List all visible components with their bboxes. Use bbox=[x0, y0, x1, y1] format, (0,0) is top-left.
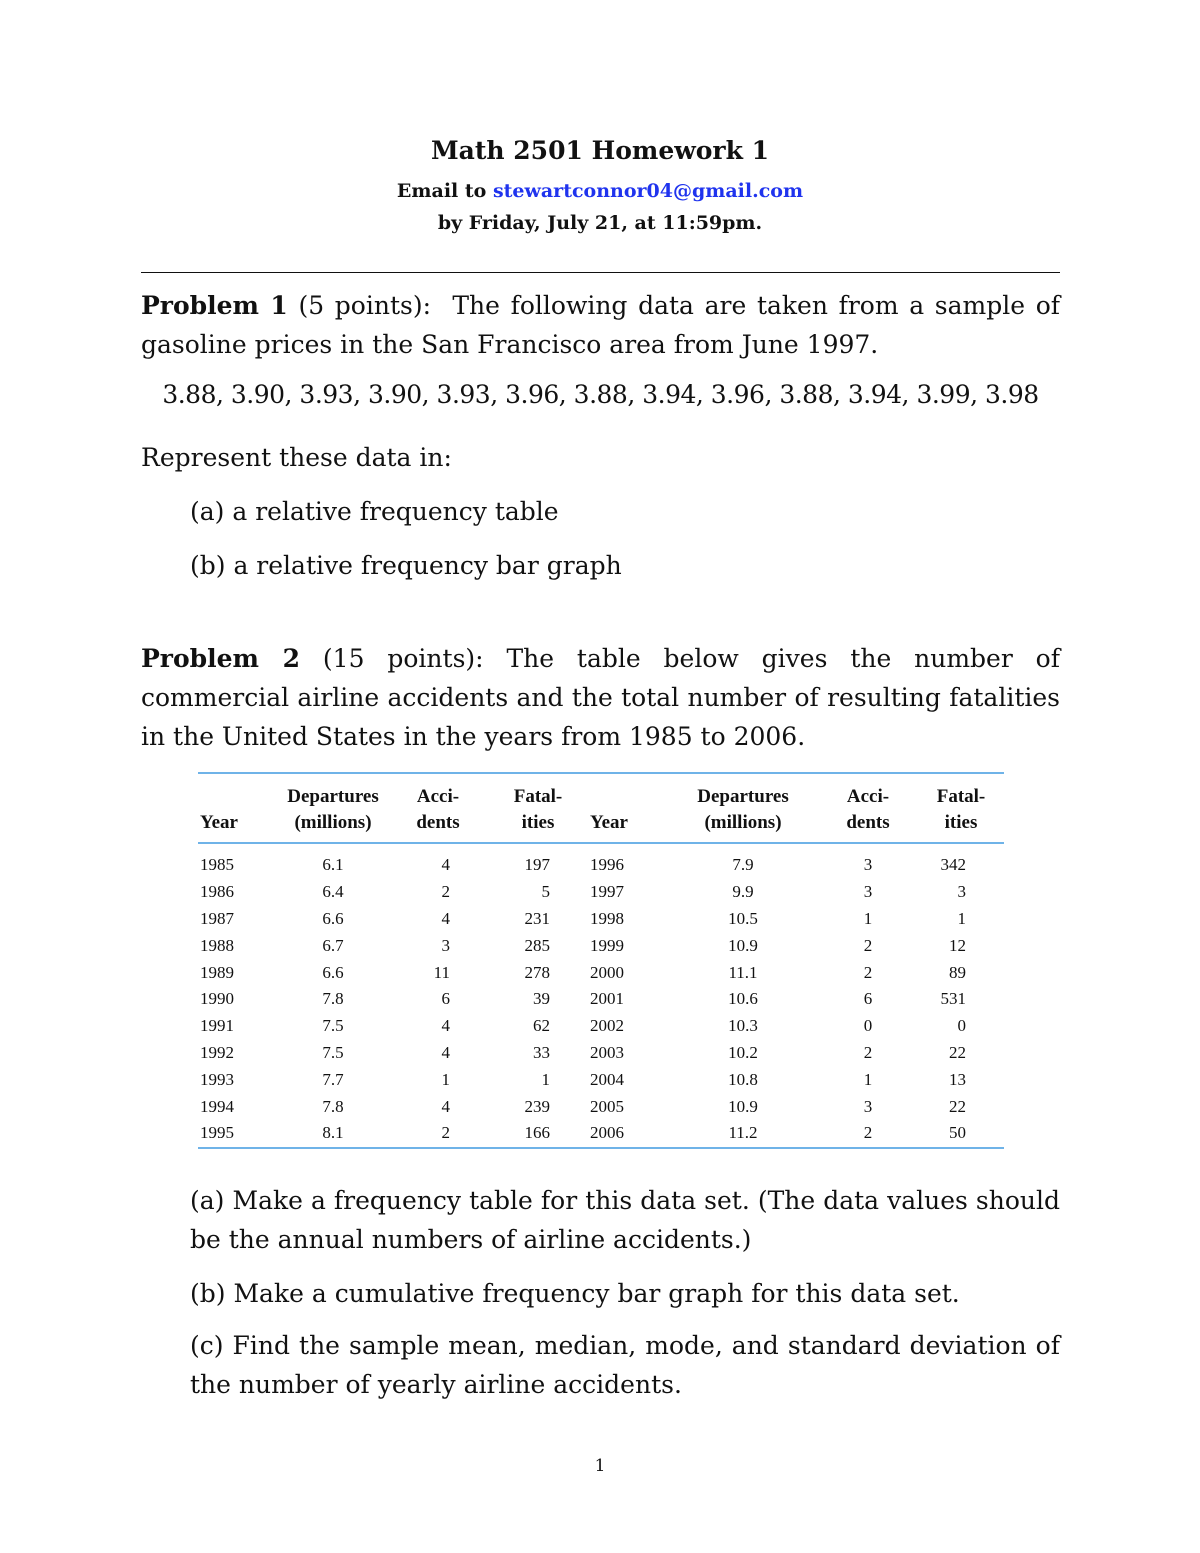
cell-departures: 9.9 bbox=[732, 882, 754, 902]
cell-year: 2006 bbox=[590, 1123, 624, 1143]
cell-fatalities: 342 bbox=[940, 855, 966, 875]
cell-departures: 6.6 bbox=[322, 908, 344, 928]
cell-departures: 6.7 bbox=[322, 935, 344, 955]
cell-year: 1992 bbox=[200, 1042, 234, 1062]
cell-accidents: 6 bbox=[863, 989, 873, 1009]
cell-fatalities: 239 bbox=[524, 1096, 550, 1116]
header-divider bbox=[141, 272, 1060, 273]
cell-fatalities: 50 bbox=[949, 1123, 966, 1143]
cell-accidents: 4 bbox=[441, 1096, 450, 1116]
cell-accidents: 2 bbox=[863, 962, 873, 982]
cell-year: 1993 bbox=[200, 1069, 234, 1089]
cell-year: 1991 bbox=[200, 1016, 234, 1036]
cell-fatalities: 5 bbox=[541, 882, 550, 902]
cell-departures: 10.2 bbox=[728, 1042, 758, 1062]
problem1-text: The following data are taken from a sample of gasoline prices in the San Francisco area from June 1997. bbox=[141, 291, 1061, 359]
header-departures-2: Departures (millions) bbox=[668, 774, 818, 843]
problem1-points: (5 points): bbox=[298, 291, 432, 320]
table-row bbox=[198, 879, 1004, 906]
problem1-data: 3.88, 3.90, 3.93, 3.90, 3.93, 3.96, 3.88, 3.94, 3.96, 3.88, 3.94, 3.99, 3.98 bbox=[162, 380, 1039, 409]
cell-accidents: 4 bbox=[441, 855, 450, 875]
cell-year: 1989 bbox=[200, 962, 234, 982]
problem2-text: The table below gives the number of commercial airline accidents and the total number of resulting fatalities in the United States in the years from 1985 to 2006. bbox=[141, 644, 1060, 751]
email-link[interactable]: stewartconnor04@gmail.com bbox=[492, 180, 804, 202]
problem1-label: Problem 1 bbox=[141, 291, 288, 320]
cell-departures: 10.8 bbox=[728, 1069, 758, 1089]
cell-fatalities: 278 bbox=[524, 962, 550, 982]
cell-year: 1999 bbox=[590, 935, 624, 955]
cell-accidents: 11 bbox=[433, 962, 450, 982]
cell-departures: 11.2 bbox=[728, 1123, 758, 1143]
cell-departures: 10.5 bbox=[728, 908, 758, 928]
cell-departures: 7.5 bbox=[322, 1016, 344, 1036]
cell-fatalities: 0 bbox=[957, 1016, 966, 1036]
cell-year: 2000 bbox=[590, 962, 624, 982]
email-prefix: Email to bbox=[396, 180, 487, 202]
header-year-2: Year bbox=[588, 774, 668, 843]
cell-fatalities: 22 bbox=[949, 1096, 966, 1116]
cell-fatalities: 1 bbox=[957, 908, 966, 928]
table-row bbox=[198, 986, 1004, 1013]
cell-departures: 7.5 bbox=[322, 1042, 344, 1062]
cell-fatalities: 285 bbox=[524, 935, 550, 955]
header-fatalities-2: Fatal- ities bbox=[918, 774, 1004, 843]
cell-fatalities: 1 bbox=[541, 1069, 550, 1089]
cell-departures: 7.8 bbox=[322, 1096, 344, 1116]
cell-accidents: 2 bbox=[863, 1123, 873, 1143]
problem1-statement bbox=[141, 286, 1060, 364]
cell-fatalities: 33 bbox=[533, 1042, 550, 1062]
table-row bbox=[198, 1013, 1004, 1040]
problem1-instruction: Represent these data in: bbox=[141, 443, 452, 472]
cell-departures: 10.3 bbox=[728, 1016, 758, 1036]
cell-fatalities: 531 bbox=[940, 989, 966, 1009]
cell-departures: 6.6 bbox=[322, 962, 344, 982]
cell-departures: 10.9 bbox=[728, 1096, 758, 1116]
cell-fatalities: 62 bbox=[533, 1016, 550, 1036]
cell-accidents: 2 bbox=[441, 1123, 450, 1143]
cell-departures: 6.1 bbox=[322, 855, 344, 875]
cell-accidents: 3 bbox=[863, 855, 873, 875]
cell-departures: 11.1 bbox=[728, 962, 758, 982]
cell-year: 1994 bbox=[200, 1096, 234, 1116]
cell-fatalities: 13 bbox=[949, 1069, 966, 1089]
problem2-part-c: (c) Find the sample mean, median, mode, and standard deviation of the number of yearly airline accidents. bbox=[190, 1331, 1060, 1399]
cell-accidents: 1 bbox=[863, 1069, 873, 1089]
table-header-row bbox=[198, 774, 1004, 843]
table-row bbox=[198, 932, 1004, 959]
cell-fatalities: 39 bbox=[533, 989, 550, 1009]
table-row bbox=[198, 1040, 1004, 1067]
problem1-part-b: (b) a relative frequency bar graph bbox=[190, 551, 622, 580]
header-accidents-1: Acci- dents bbox=[388, 774, 488, 843]
cell-year: 1987 bbox=[200, 908, 234, 928]
problem2-label: Problem 2 bbox=[141, 644, 301, 673]
problem2-part-a: (a) Make a frequency table for this data set. (The data values should be the annual numbers of airline accidents.) bbox=[190, 1186, 1060, 1254]
table-row bbox=[198, 1120, 1004, 1147]
table-row bbox=[198, 959, 1004, 986]
table-row bbox=[198, 843, 1004, 879]
table-row bbox=[198, 906, 1004, 933]
email-line bbox=[0, 180, 1200, 202]
cell-fatalities: 166 bbox=[524, 1123, 550, 1143]
cell-accidents: 3 bbox=[441, 935, 450, 955]
cell-fatalities: 231 bbox=[524, 908, 550, 928]
cell-fatalities: 89 bbox=[949, 962, 966, 982]
problem2-statement bbox=[141, 639, 1060, 756]
cell-accidents: 3 bbox=[863, 882, 873, 902]
header-departures-1: Departures (millions) bbox=[278, 774, 388, 843]
cell-accidents: 2 bbox=[441, 882, 450, 902]
cell-year: 2004 bbox=[590, 1069, 624, 1089]
cell-accidents: 4 bbox=[441, 908, 450, 928]
page-number: 1 bbox=[594, 1456, 606, 1476]
cell-accidents: 6 bbox=[441, 989, 450, 1009]
table-row bbox=[198, 1066, 1004, 1093]
header-year-1: Year bbox=[198, 774, 278, 843]
problem1-part-a: (a) a relative frequency table bbox=[190, 497, 559, 526]
cell-accidents: 1 bbox=[441, 1069, 450, 1089]
cell-accidents: 4 bbox=[441, 1042, 450, 1062]
cell-year: 2001 bbox=[590, 989, 624, 1009]
cell-year: 2003 bbox=[590, 1042, 624, 1062]
cell-accidents: 0 bbox=[863, 1016, 873, 1036]
cell-departures: 10.6 bbox=[728, 989, 758, 1009]
problem2-part-b: (b) Make a cumulative frequency bar graph for this data set. bbox=[190, 1279, 960, 1308]
page-title: Math 2501 Homework 1 bbox=[430, 136, 770, 165]
cell-accidents: 2 bbox=[863, 935, 873, 955]
cell-accidents: 1 bbox=[863, 908, 873, 928]
cell-year: 1990 bbox=[200, 989, 234, 1009]
cell-year: 1996 bbox=[590, 855, 624, 875]
cell-fatalities: 197 bbox=[524, 855, 550, 875]
cell-fatalities: 3 bbox=[957, 882, 966, 902]
problem2-points: (15 points): bbox=[322, 644, 484, 673]
cell-year: 1985 bbox=[200, 855, 234, 875]
cell-year: 2002 bbox=[590, 1016, 624, 1036]
cell-departures: 10.9 bbox=[728, 935, 758, 955]
header-fatalities-1: Fatal- ities bbox=[488, 774, 588, 843]
cell-departures: 6.4 bbox=[322, 882, 344, 902]
table-body bbox=[198, 843, 1004, 1147]
cell-year: 1998 bbox=[590, 908, 624, 928]
table-row bbox=[198, 1093, 1004, 1120]
cell-departures: 7.8 bbox=[322, 989, 344, 1009]
cell-year: 1988 bbox=[200, 935, 234, 955]
cell-accidents: 3 bbox=[863, 1096, 873, 1116]
header-accidents-2: Acci- dents bbox=[818, 774, 918, 843]
cell-departures: 7.7 bbox=[322, 1069, 344, 1089]
due-date: by Friday, July 21, at 11:59pm. bbox=[437, 212, 763, 234]
cell-year: 1986 bbox=[200, 882, 234, 902]
accidents-table bbox=[198, 772, 1004, 1149]
cell-fatalities: 22 bbox=[949, 1042, 966, 1062]
cell-departures: 7.9 bbox=[732, 855, 754, 875]
cell-accidents: 2 bbox=[863, 1042, 873, 1062]
cell-year: 1997 bbox=[590, 882, 624, 902]
cell-departures: 8.1 bbox=[322, 1123, 344, 1143]
cell-fatalities: 12 bbox=[949, 935, 966, 955]
cell-year: 2005 bbox=[590, 1096, 624, 1116]
cell-accidents: 4 bbox=[441, 1016, 450, 1036]
cell-year: 1995 bbox=[200, 1123, 234, 1143]
